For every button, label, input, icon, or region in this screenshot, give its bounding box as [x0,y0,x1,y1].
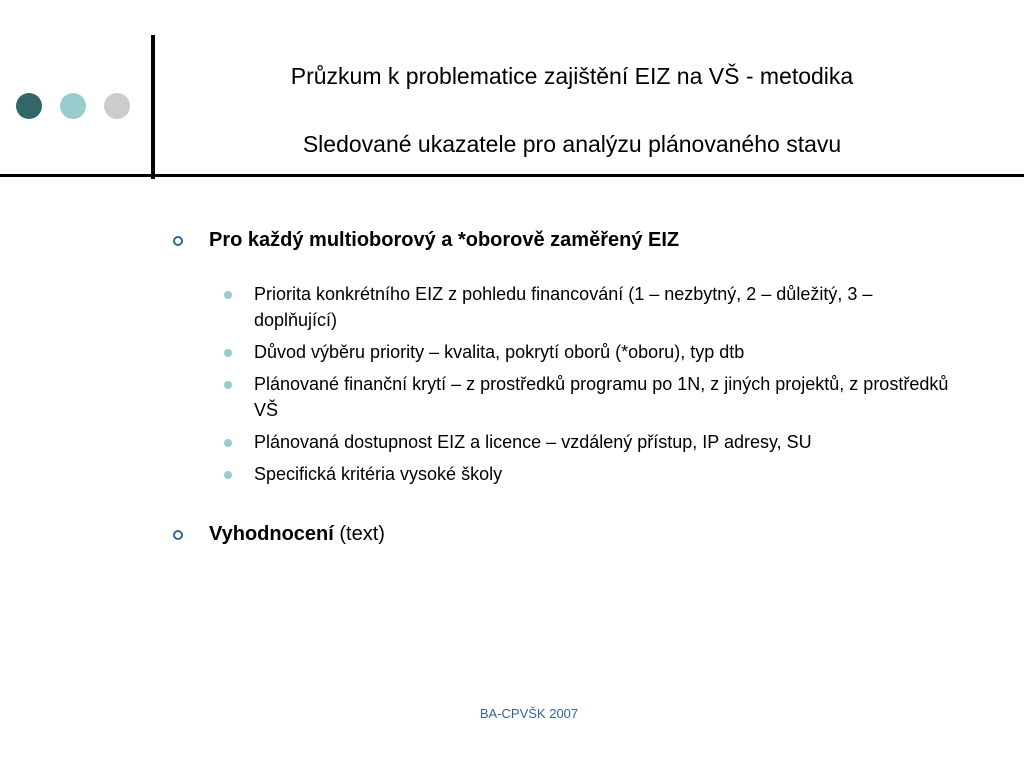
slide-body [172,225,952,549]
list-item [172,461,952,487]
dark-teal-dot-icon [16,93,42,119]
list-item [172,429,952,455]
list-item-text: Specifická kritéria vysoké školy [254,464,503,484]
dot-bullet-icon [224,439,232,447]
evaluation-label: Vyhodnocení [209,523,334,545]
dot-bullet-icon [224,349,232,357]
vertical-divider [151,35,155,179]
list-item-text: Priorita konkrétního EIZ z pohledu financování (1 – nezbytný, 2 – důležitý, 3 – doplňující) [254,284,873,330]
dot-bullet-icon [224,291,232,299]
heading-text: Pro každý multioborový a *oborově zaměřený EIZ [209,229,680,251]
slide-title [160,58,984,162]
horizontal-divider [0,174,1024,177]
bullet-heading [172,225,952,255]
light-teal-dot-icon [60,93,86,119]
dot-bullet-icon [224,381,232,389]
list-item-text: Plánovaná dostupnost EIZ a licence – vzdálený přístup, IP adresy, SU [254,432,812,452]
ring-bullet-icon [173,530,183,540]
decorative-dots [16,93,136,121]
evaluation-note: (text) [333,523,385,545]
gray-dot-icon [104,93,130,119]
list-item [172,339,952,365]
list-item-text: Plánované finanční krytí – z prostředků programu po 1N, z jiných projektů, z prostředků VŠ [254,374,949,420]
title-line-1: Průzkum k problematice zajištění EIZ na VŠ - metodika [290,63,854,89]
list-item-text: Důvod výběru priority – kvalita, pokrytí oborů (*oboru), typ dtb [254,342,745,362]
bullet-evaluation [172,519,952,549]
ring-bullet-icon [173,236,183,246]
sub-bullet-list [172,281,952,487]
footer-text: BA-CPVŠK 2007 [479,706,579,721]
list-item [172,281,952,333]
title-line-2: Sledované ukazatele pro analýzu plánovaného stavu [302,131,842,157]
dot-bullet-icon [224,471,232,479]
list-item [172,371,952,423]
